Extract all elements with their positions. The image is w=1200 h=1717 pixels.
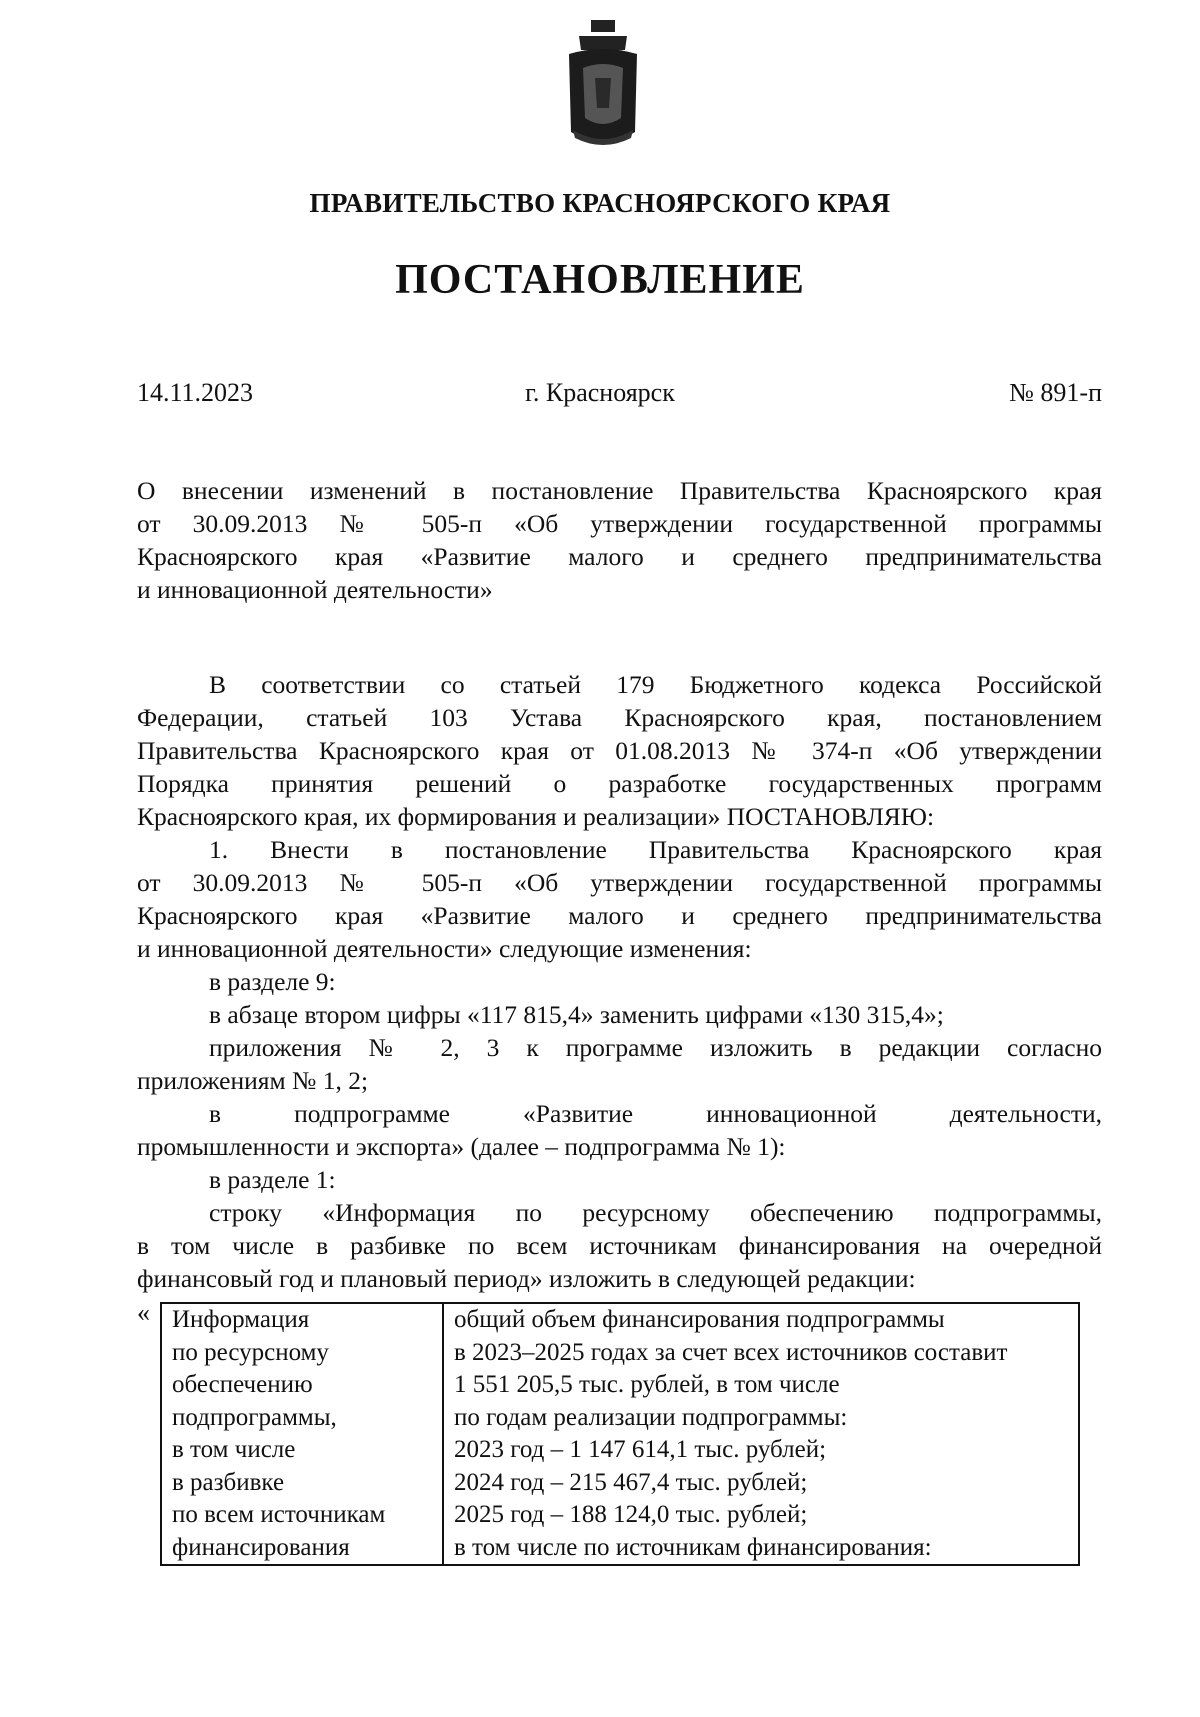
document-type: ПОСТАНОВЛЕНИЕ bbox=[395, 257, 805, 303]
title-line: от 30.09.2013 № 505-п «Об утверждении государственной программы bbox=[137, 509, 1102, 538]
body-line: в разделе 9: bbox=[209, 967, 336, 996]
body-line: промышленности и экспорта» (далее – подпрограмма № 1): bbox=[137, 1132, 786, 1161]
title-line: Красноярского края «Развитие малого и среднего предпринимательства bbox=[137, 542, 1102, 571]
body-line: в том числе в разбивке по всем источникам финансирования на очередной bbox=[137, 1231, 1102, 1260]
title-line: и инновационной деятельности» bbox=[137, 575, 493, 604]
label-line: в том числе bbox=[172, 1436, 296, 1463]
body-line: 1. Внести в постановление Правительства Красноярского края bbox=[209, 835, 1102, 864]
label-line: по всем источникам bbox=[172, 1501, 386, 1528]
label-line: финансирования bbox=[172, 1533, 350, 1561]
body-line: в разделе 1: bbox=[209, 1165, 336, 1194]
body-line: Федерации, статьей 103 Устава Красноярского края, постановлением bbox=[137, 703, 1102, 732]
coat-of-arms-emblem bbox=[565, 20, 641, 152]
body-line: Красноярского края, их формирования и реализации» ПОСТАНОВЛЯЮ: bbox=[137, 802, 935, 831]
title-line: О внесении изменений в постановление Правительства Красноярского края bbox=[137, 476, 1102, 505]
body-line: приложения № 2, 3 к программе изложить в редакции согласно bbox=[209, 1033, 1102, 1062]
body-line: приложениям № 1, 2; bbox=[137, 1066, 369, 1095]
body-line: Красноярского края «Развитие малого и среднего предпринимательства bbox=[137, 901, 1102, 930]
table-label-cell bbox=[161, 1303, 443, 1565]
body-line: В соответствии со статьей 179 Бюджетного кодекса Российской bbox=[209, 670, 1102, 699]
label-line: Информация bbox=[172, 1306, 310, 1333]
table-open-quote: « bbox=[137, 1298, 150, 1327]
issuing-authority: ПРАВИТЕЛЬСТВО КРАСНОЯРСКОГО КРАЯ bbox=[309, 188, 891, 218]
value-line: 2023 год – 1 147 614,1 тыс. рублей; bbox=[454, 1436, 827, 1463]
value-line: в 2023–2025 годах за счет всех источников составит bbox=[454, 1338, 1008, 1366]
body-line: строку «Информация по ресурсному обеспечению подпрограммы, bbox=[209, 1198, 1102, 1227]
document-title bbox=[137, 474, 1102, 606]
value-line: 2025 год – 188 124,0 тыс. рублей; bbox=[454, 1501, 808, 1528]
label-line: обеспечению bbox=[172, 1371, 313, 1398]
value-line: 1 551 205,5 тыс. рублей, в том числе bbox=[454, 1371, 840, 1398]
label-line: в разбивке bbox=[172, 1468, 285, 1496]
document-number: № 891-п bbox=[1009, 378, 1102, 407]
body-line: от 30.09.2013 № 505-п «Об утверждении государственной программы bbox=[137, 868, 1102, 897]
body-line: Порядка принятия решений о разработке государственных программ bbox=[137, 769, 1102, 798]
label-line: подпрограммы, bbox=[172, 1403, 337, 1431]
body-line: в абзаце втором цифры «117 815,4» заменить цифрами «130 315,4»; bbox=[209, 1000, 944, 1029]
document-body bbox=[137, 668, 1102, 1295]
resource-support-table bbox=[160, 1302, 1080, 1566]
table-value-cell bbox=[443, 1303, 1079, 1565]
value-line: общий объем финансирования подпрограммы bbox=[454, 1306, 945, 1333]
body-line: финансовый год и плановый период» изложить в следующей редакции: bbox=[137, 1264, 916, 1293]
body-line: Правительства Красноярского края от 01.08.2013 № 374-п «Об утверждении bbox=[137, 736, 1102, 765]
value-line: в том числе по источникам финансирования: bbox=[454, 1533, 932, 1561]
document-date: 14.11.2023 bbox=[137, 378, 254, 407]
value-line: по годам реализации подпрограммы: bbox=[454, 1403, 848, 1431]
body-line: и инновационной деятельности» следующие изменения: bbox=[137, 934, 752, 963]
body-line: в подпрограмме «Развитие инновационной деятельности, bbox=[209, 1099, 1102, 1128]
value-line: 2024 год – 215 467,4 тыс. рублей; bbox=[454, 1468, 808, 1496]
document-city: г. Красноярск bbox=[525, 378, 675, 407]
label-line: по ресурсному bbox=[172, 1338, 329, 1366]
table-row bbox=[161, 1303, 1079, 1565]
